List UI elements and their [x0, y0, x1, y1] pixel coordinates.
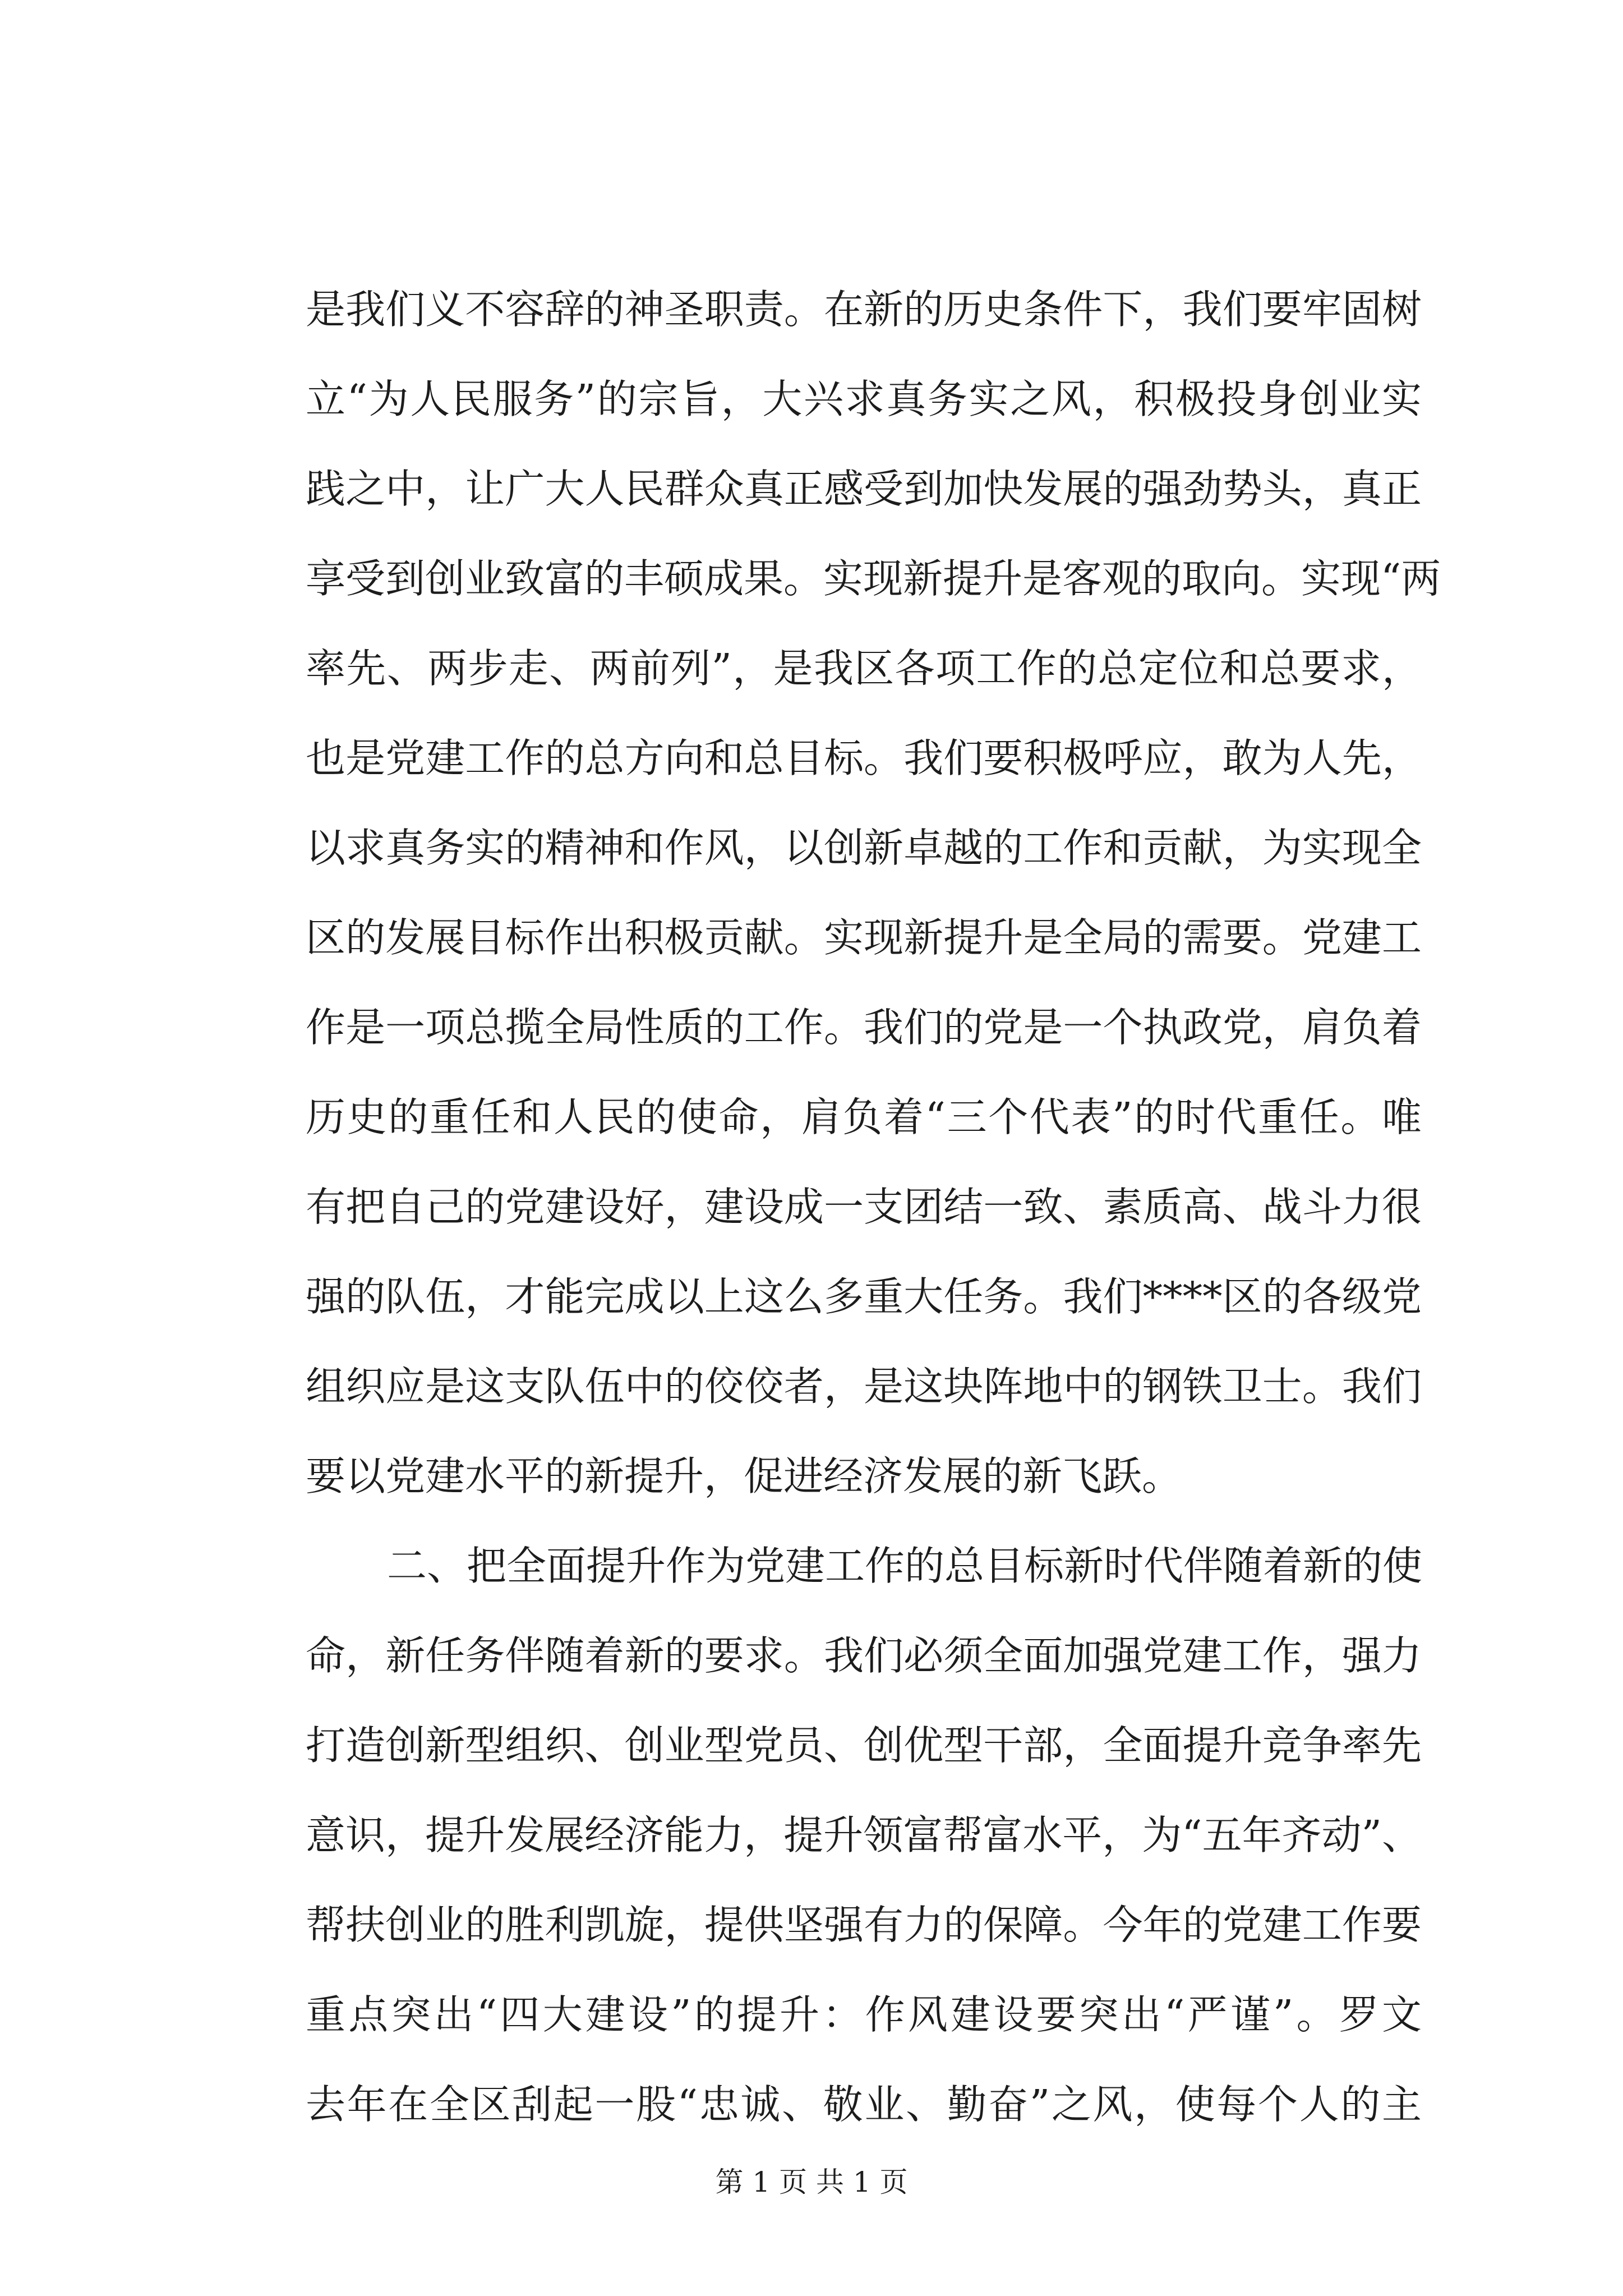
text-line-13: 组织应是这支队伍中的佼佼者，是这块阵地中的钢铁卫士。我们 — [306, 1363, 1422, 1410]
text-line-15: 二、把全面提升作为党建工作的总目标新时代伴随着新的使 — [387, 1543, 1423, 1589]
text-line-12: 强的队伍，才能完成以上这么多重大任务。我们****区的各级党 — [306, 1273, 1422, 1320]
text-line-19: 帮扶创业的胜利凯旋，提供坚强有力的保障。今年的党建工作要 — [306, 1902, 1422, 1948]
text-line-17: 打造创新型组织、创业型党员、创优型干部，全面提升竞争率先 — [306, 1722, 1422, 1769]
text-line-1: 是我们义不容辞的神圣职责。在新的历史条件下，我们要牢固树 — [306, 286, 1422, 333]
text-line-11: 有把自己的党建设好，建设成一支团结一致、素质高、战斗力很 — [306, 1184, 1422, 1230]
text-line-20: 重点突出“四大建设”的提升：作风建设要突出“严谨”。罗文 — [306, 1991, 1422, 2038]
text-line-16: 命，新任务伴随着新的要求。我们必须全面加强党建工作，强力 — [306, 1632, 1422, 1679]
text-line-8: 区的发展目标作出积极贡献。实现新提升是全局的需要。党建工 — [306, 914, 1422, 961]
text-line-21: 去年在全区刮起一股“忠诚、敬业、勤奋”之风，使每个人的主 — [306, 2081, 1422, 2128]
text-line-14: 要以党建水平的新提升，促进经济发展的新飞跃。 — [306, 1453, 1182, 1499]
page-footer — [0, 2160, 1623, 2205]
text-line-3: 践之中，让广大人民群众真正感受到加快发展的强劲势头，真正 — [306, 466, 1422, 512]
text-line-9: 作是一项总揽全局性质的工作。我们的党是一个执政党，肩负着 — [306, 1004, 1422, 1051]
text-line-6: 也是党建工作的总方向和总目标。我们要积极呼应，敢为人先， — [306, 735, 1422, 781]
text-line-2: 立“为人民服务”的宗旨，大兴求真务实之风，积极投身创业实 — [306, 376, 1422, 422]
text-line-18: 意识，提升发展经济能力，提升领富帮富水平，为“五年齐动”、 — [306, 1812, 1422, 1858]
text-line-10: 历史的重任和人民的使命，肩负着“三个代表”的时代重任。唯 — [306, 1094, 1422, 1140]
text-line-4: 享受到创业致富的丰硕成果。实现新提升是客观的取向。实现“两 — [306, 555, 1441, 602]
page-number-label: 第 1 页 共 1 页 — [715, 2166, 908, 2198]
text-line-5: 率先、两步走、两前列”，是我区各项工作的总定位和总要求， — [306, 645, 1422, 692]
text-line-7: 以求真务实的精神和作风，以创新卓越的工作和贡献，为实现全 — [306, 825, 1422, 871]
